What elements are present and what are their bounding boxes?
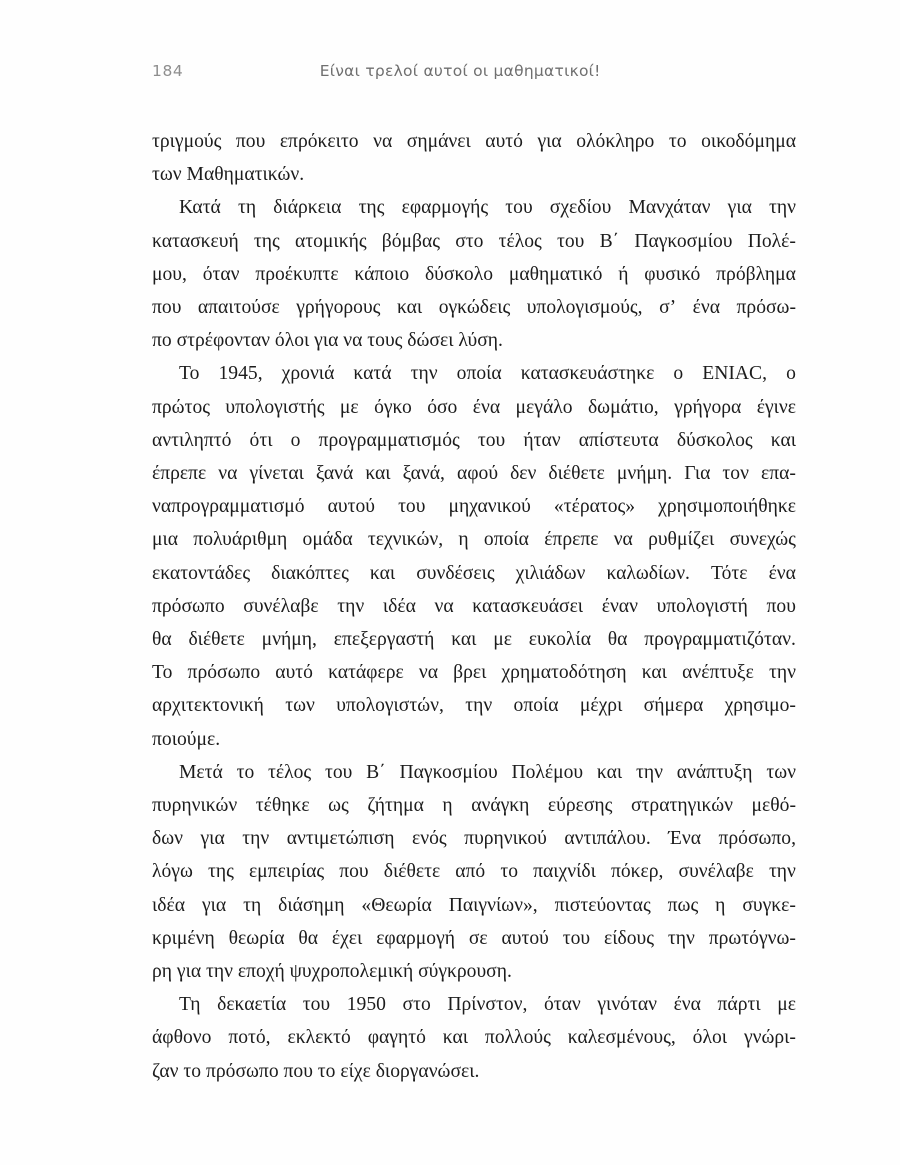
text-line: τριγμούς που επρόκειτο να σημάνει αυτό για ολόκληρο το οικοδόμημα [152,131,796,152]
text-line: λόγω της εμπειρίας που διέθετε από το παιχνίδι πόκερ, συνέλαβε την [152,861,796,883]
text-line: πυρηνικών τέθηκε ως ζήτημα η ανάγκη εύρεσης στρατηγικών μεθό- [152,795,796,817]
text-line: αντιληπτό ότι ο προγραμματισμός του ήταν απίστευτα δύσκολος και [152,429,796,451]
text-line: μου, όταν προέκυπτε κάποιο δύσκολο μαθηματικό ή φυσικό πρόβλημα [152,263,796,285]
text-line: κριμένη θεωρία θα έχει εφαρμογή σε αυτού του είδους την πρωτόγνω- [152,927,796,949]
text-line: Το 1945, χρονιά κατά την οποία κατασκευάστηκε ο ENIAC, ο [179,363,796,385]
text-line: ζαν το πρόσωπο που το είχε διοργανώσει. [152,1060,480,1082]
text-line: πρώτος υπολογιστής με όγκο όσο ένα μεγάλο δωμάτιο, γρήγορα έγινε [152,396,796,418]
text-line: κατασκευή της ατομικής βόμβας στο τέλος του Β΄ Παγκοσμίου Πολέ- [152,230,796,252]
paragraph [152,756,796,988]
body-text-block [152,125,796,1088]
text-line: ρη για την εποχή ψυχροπολεμική σύγκρουση. [152,961,512,983]
text-line: μια πολυάριθμη ομάδα τεχνικών, η οποία έπρεπε να ρυθμίζει συνεχώς [152,529,796,551]
paragraph [152,191,796,357]
text-line: έπρεπε να γίνεται ξανά και ξανά, αφού δεν διέθετε μνήμη. Για τον επα- [152,463,796,485]
text-line: που απαιτούσε γρήγορους και ογκώδεις υπολογισμούς, σ’ ένα πρόσω- [152,297,796,319]
text-line: Το πρόσωπο αυτό κατάφερε να βρει χρηματοδότηση και ανέπτυξε την [152,662,796,684]
text-line: ποιούμε. [152,728,221,750]
page-number: 184 [152,62,184,81]
text-line: Τη δεκαετία του 1950 στο Πρίνστον, όταν γινόταν ένα πάρτι με [179,994,796,1016]
text-line: Κατά τη διάρκεια της εφαρμογής του σχεδίου Μανχάταν για την [179,197,796,219]
text-line: εκατοντάδες διακόπτες και συνδέσεις χιλιάδων καλωδίων. Τότε ένα [152,562,796,584]
paragraph [152,125,796,191]
text-line: άφθονο ποτό, εκλεκτό φαγητό και πολλούς καλεσμένους, όλοι γνώρι- [152,1027,796,1049]
text-line: πρόσωπο συνέλαβε την ιδέα να κατασκευάσει έναν υπολογιστή που [152,595,796,617]
paragraph [152,357,796,755]
text-line: ιδέα για τη διάσημη «Θεωρία Παιγνίων», πιστεύοντας πως η συγκε- [152,894,796,916]
running-title: Είναι τρελοί αυτοί οι μαθηματικοί! [319,62,601,81]
text-line: ναπρογραμματισμό αυτού του μηχανικού «τέρατος» χρησιμοποιήθηκε [152,496,796,518]
text-line: δων για την αντιμετώπιση ενός πυρηνικού αντιπάλου. Ένα πρόσωπο, [152,828,796,850]
text-line: πο στρέφονταν όλοι για να τους δώσει λύση. [152,330,503,352]
text-line: αρχιτεκτονική των υπολογιστών, την οποία μέχρι σήμερα χρησιμο- [152,695,796,717]
text-line: των Μαθηματικών. [152,164,305,186]
paragraph [152,988,796,1088]
text-line: Μετά το τέλος του Β΄ Παγκοσμίου Πολέμου και την ανάπτυξη των [179,761,796,783]
running-head [152,60,795,84]
text-line: θα διέθετε μνήμη, επεξεργαστή και με ευκολία θα προγραμματιζόταν. [152,629,796,651]
